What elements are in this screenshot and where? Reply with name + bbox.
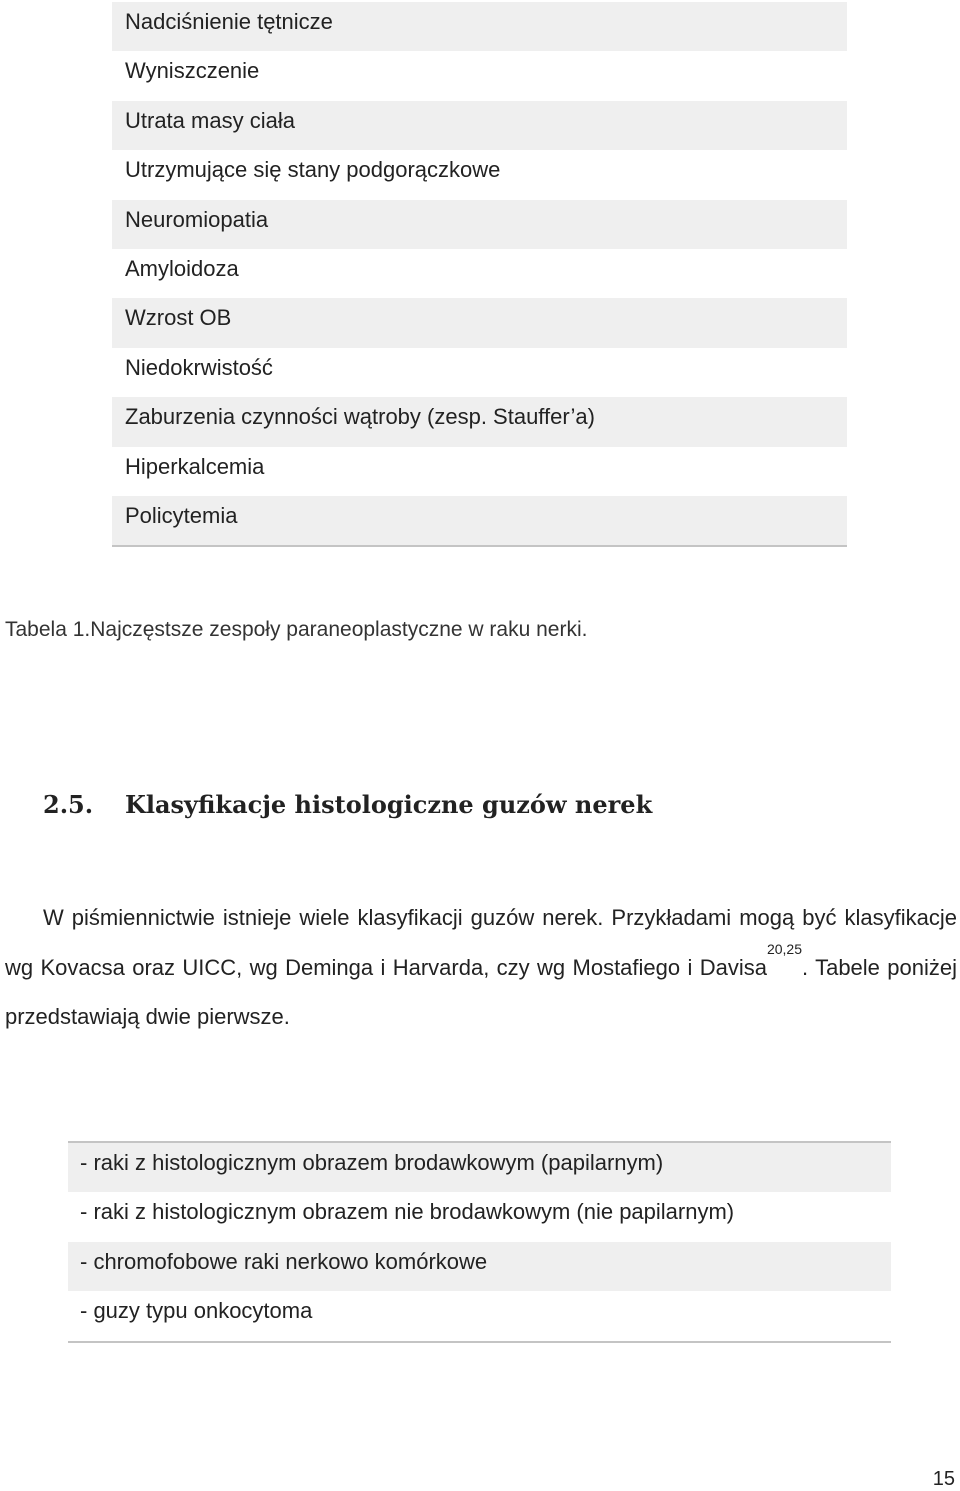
paraneoplastic-syndromes-table xyxy=(112,2,847,547)
table-row: Utrzymujące się stany podgorączkowe xyxy=(125,157,501,183)
section-title: Klasyfikacje histologiczne guzów nerek xyxy=(125,790,653,819)
table-row: - chromofobowe raki nerkowo komórkowe xyxy=(68,1242,891,1291)
table-row: Amyloidoza xyxy=(125,255,239,281)
table-row: - guzy typu onkocytoma xyxy=(80,1298,313,1324)
table-row: Wyniszczenie xyxy=(125,58,260,84)
table-row: Policytemia xyxy=(112,496,847,545)
section-heading xyxy=(43,790,652,819)
table-row: - raki z histologicznym obrazem nie brodawkowym (nie papilarnym) xyxy=(80,1199,735,1225)
table-row: Hiperkalcemia xyxy=(125,453,265,479)
table-row: Niedokrwistość xyxy=(125,354,273,380)
paragraph-text: W piśmiennictwie istnieje wiele klasyfikacji guzów nerek. Przykładami mogą być klasyfikacje wg Kovacsa oraz UICC, wg Deminga i Harvarda, czy wg Mostafiego i Davisa xyxy=(5,905,957,980)
table-caption: Tabela 1.Najczęstsze zespoły paraneoplastyczne w raku nerki. xyxy=(5,618,588,641)
histology-classification-table xyxy=(68,1141,891,1343)
paragraph-text-end: . Tabele poniżej przedstawiają dwie pierwsze. xyxy=(5,954,957,1029)
citation-superscript: 20,25 xyxy=(766,940,803,957)
table-row: Utrata masy ciała xyxy=(112,101,847,150)
section-number: 2.5. xyxy=(43,790,94,819)
body-paragraph xyxy=(5,893,957,1042)
table-row: Nadciśnienie tętnicze xyxy=(112,2,847,51)
table-row: - raki z histologicznym obrazem brodawkowym (papilarnym) xyxy=(68,1143,891,1192)
table-row: Wzrost OB xyxy=(112,298,847,347)
page-number: 15 xyxy=(932,1468,955,1490)
table-row: Neuromiopatia xyxy=(112,200,847,249)
table-row: Zaburzenia czynności wątroby (zesp. Stauffer’a) xyxy=(112,397,847,446)
